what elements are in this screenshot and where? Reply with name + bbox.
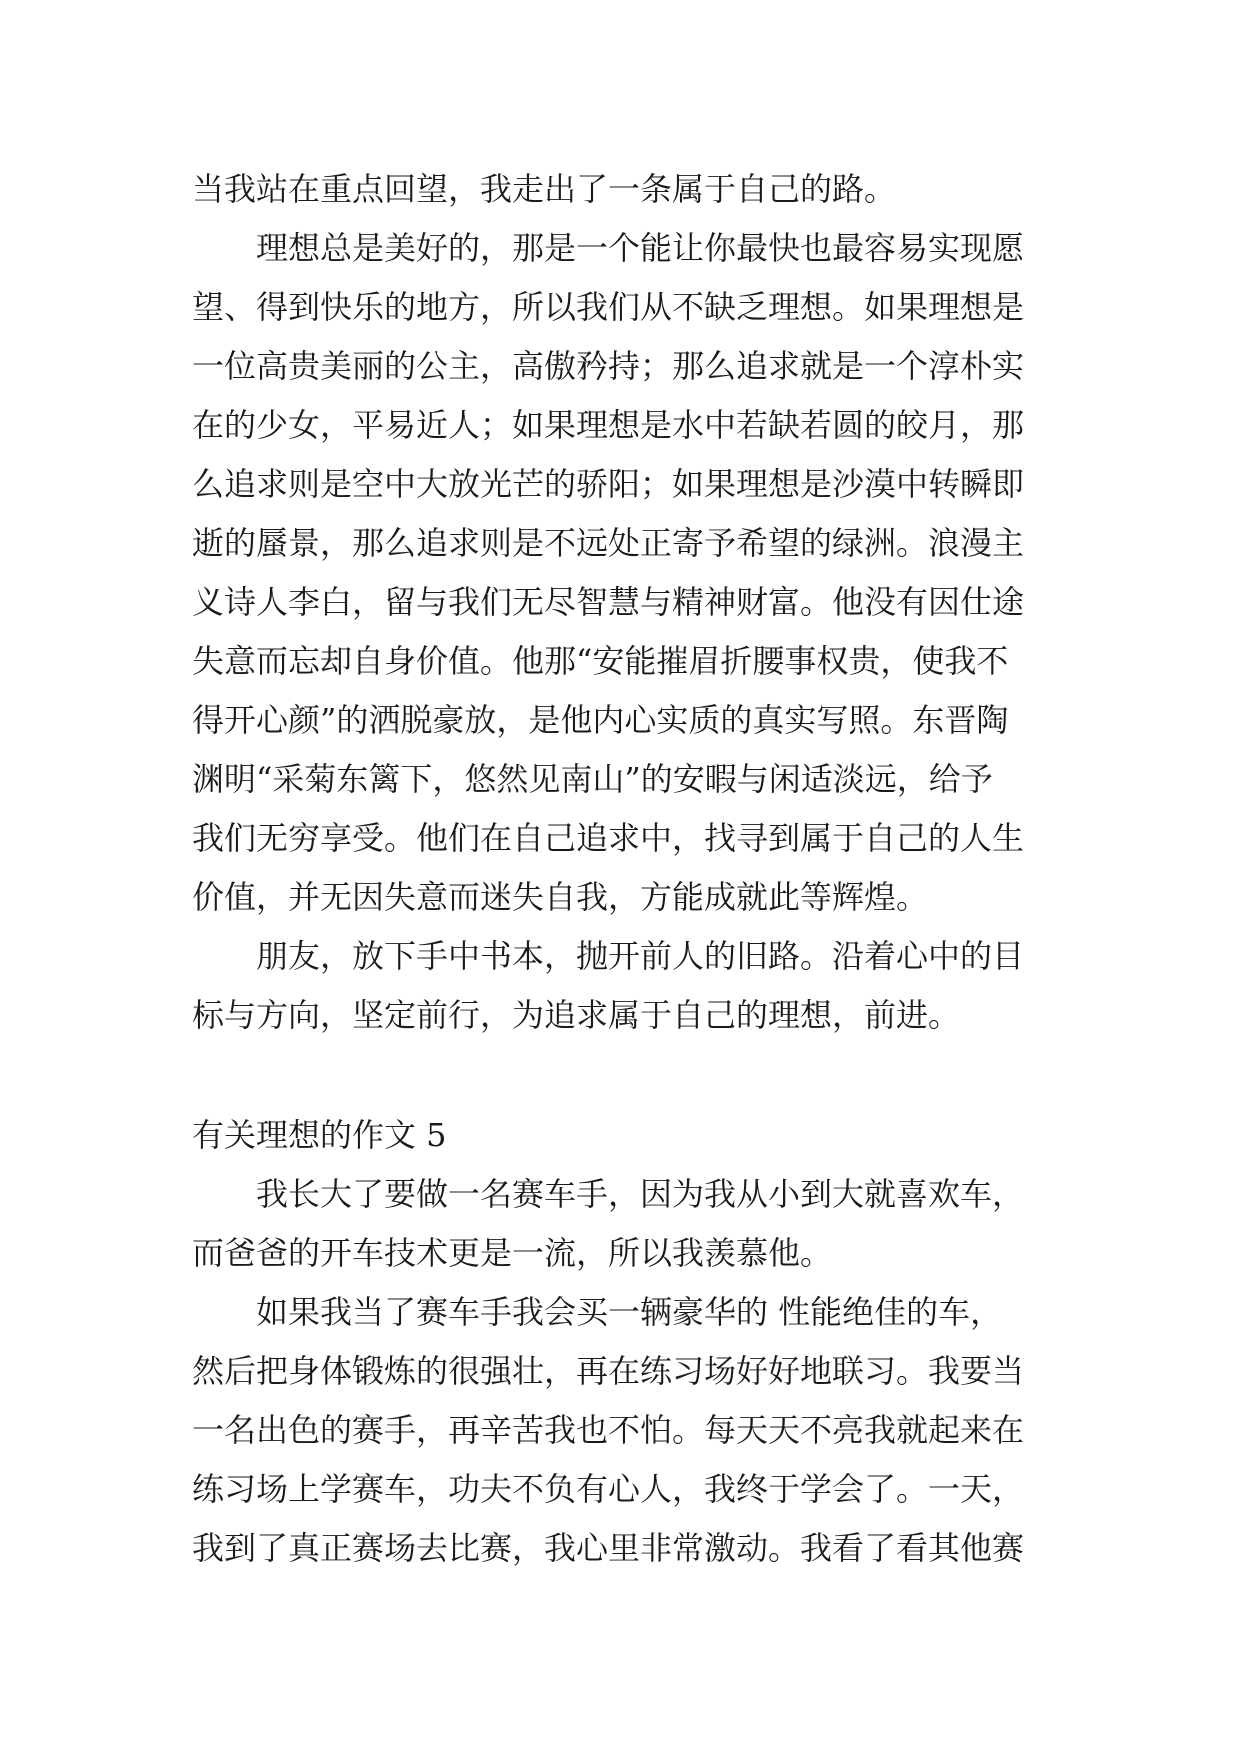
text-line: 一位高贵美丽的公主，高傲矜持；那么追求就是一个淳朴实 xyxy=(192,347,1025,385)
text-line: 价值，并无因失意而迷失自我，方能成就此等辉煌。 xyxy=(192,878,929,916)
text-line: 一名出色的赛手，再辛苦我也不怕。每天天不亮我就起来在 xyxy=(192,1411,1025,1449)
text-line: 而爸爸的开车技术更是一流，所以我羡慕他。 xyxy=(192,1234,833,1272)
paragraph-first-line: 朋友，放下手中书本，抛开前人的旧路。沿着心中的目 xyxy=(256,937,1025,975)
text-line: 得开心颜”的洒脱豪放，是他内心实质的真实写照。东晋陶 xyxy=(192,701,1009,739)
text-line: 渊明“采菊东篱下，悠然见南山”的安暇与闲适淡远，给予 xyxy=(192,760,993,798)
text-line: 我们无穷享受。他们在自己追求中，找寻到属于自己的人生 xyxy=(192,819,1025,857)
text-line: 逝的蜃景，那么追求则是不远处正寄予希望的绿洲。浪漫主 xyxy=(192,524,1025,562)
text-line: 我到了真正赛场去比赛，我心里非常激动。我看了看其他赛 xyxy=(192,1529,1025,1567)
paragraph-first-line: 理想总是美好的，那是一个能让你最快也最容易实现愿 xyxy=(256,229,1025,267)
text-line: 望、得到快乐的地方，所以我们从不缺乏理想。如果理想是 xyxy=(192,288,1025,326)
essay-title: 有关理想的作文 5 xyxy=(192,1116,447,1154)
text-line: 标与方向，坚定前行，为追求属于自己的理想，前进。 xyxy=(192,996,961,1034)
text-line: 义诗人李白，留与我们无尽智慧与精神财富。他没有因仕途 xyxy=(192,583,1025,621)
document-body xyxy=(192,160,1072,1578)
text-line: 然后把身体锻炼的很强壮，再在练习场好好地联习。我要当 xyxy=(192,1352,1025,1390)
text-line: 练习场上学赛车，功夫不负有心人，我终于学会了。一天， xyxy=(192,1470,1025,1508)
text-line: 在的少女，平易近人；如果理想是水中若缺若圆的皎月，那 xyxy=(192,406,1025,444)
section-spacer xyxy=(192,1045,1072,1106)
text-line: 当我站在重点回望，我走出了一条属于自己的路。 xyxy=(192,170,897,208)
text-line: 失意而忘却自身价值。他那“安能摧眉折腰事权贵，使我不 xyxy=(192,642,1009,680)
paragraph-first-line: 我长大了要做一名赛车手，因为我从小到大就喜欢车， xyxy=(256,1175,1025,1213)
paragraph-first-line: 如果我当了赛车手我会买一辆豪华的 性能绝佳的车， xyxy=(256,1293,1003,1331)
text-line: 么追求则是空中大放光芒的骄阳；如果理想是沙漠中转瞬即 xyxy=(192,465,1025,503)
